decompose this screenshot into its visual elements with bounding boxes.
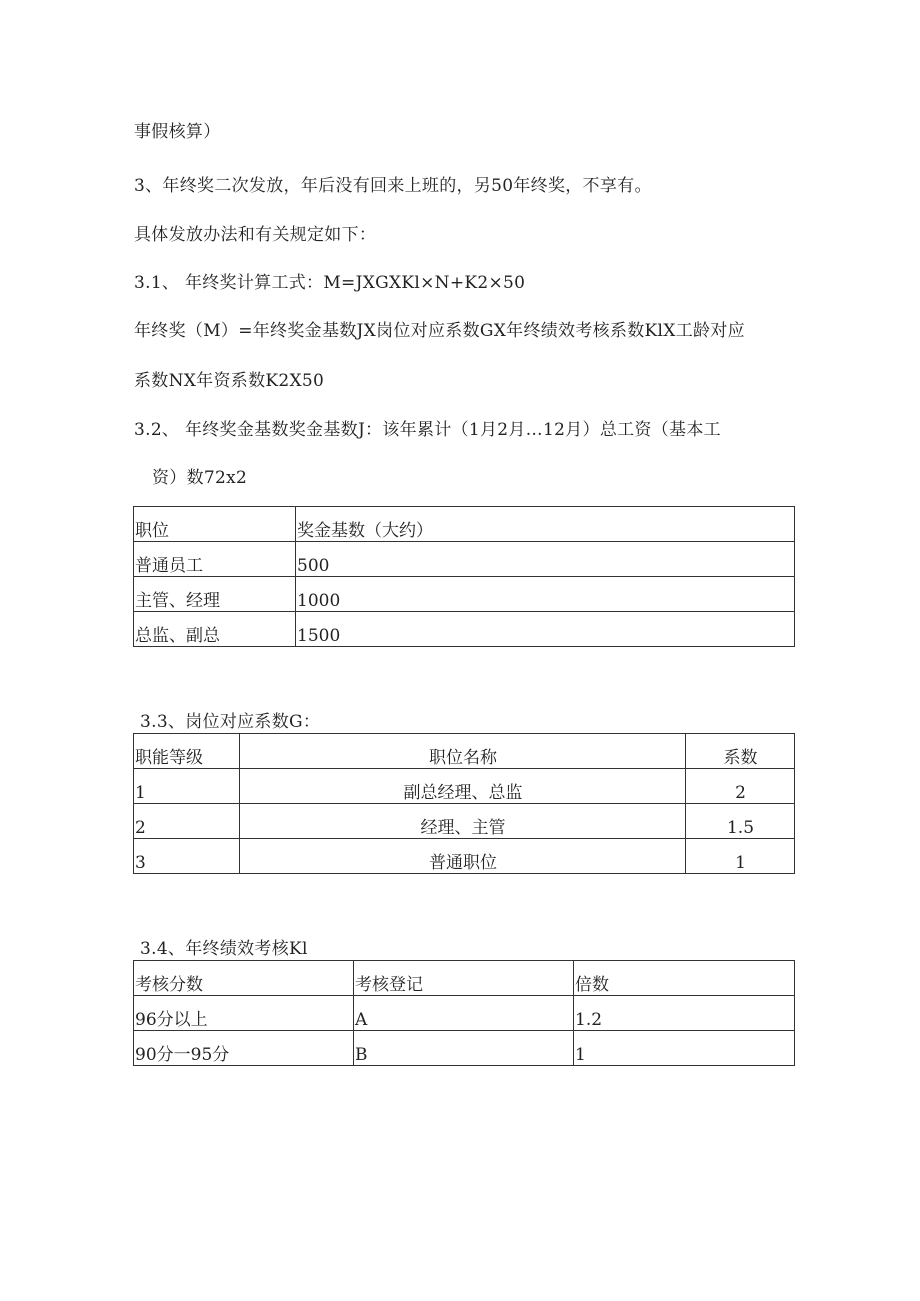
table-cell: 96分以上 <box>134 996 354 1031</box>
table-cell: 1.5 <box>686 804 795 839</box>
paragraph-formula-explain-1: 年终奖（M）=年终奖金基数JX岗位对应系数GX年终绩效考核系数KlX工龄对应 <box>134 321 745 341</box>
table-header-row <box>134 507 795 542</box>
table-cell: 考核分数 <box>134 961 354 996</box>
table-cell: 倍数 <box>574 961 795 996</box>
table-row <box>134 612 795 647</box>
table-cell: 1.2 <box>574 996 795 1031</box>
table-cell: 奖金基数（大约） <box>296 507 795 542</box>
paragraph-bonus-base-cont: 资）数72x2 <box>152 468 248 488</box>
table-cell: A <box>354 996 574 1031</box>
table-cell: 系数 <box>686 734 795 769</box>
table-cell: 1 <box>686 839 795 874</box>
table-cell: B <box>354 1031 574 1066</box>
table-row <box>134 996 795 1031</box>
performance-table <box>133 960 795 1066</box>
table-row <box>134 804 795 839</box>
table-cell: 1 <box>574 1031 795 1066</box>
table-row <box>134 542 795 577</box>
table-row <box>134 577 795 612</box>
paragraph-3: 具体发放办法和有关规定如下： <box>134 225 377 245</box>
table-cell: 500 <box>296 542 795 577</box>
table-cell: 考核登记 <box>354 961 574 996</box>
table-cell: 90分一95分 <box>134 1031 354 1066</box>
table-cell: 普通职位 <box>240 839 686 874</box>
table-cell: 副总经理、总监 <box>240 769 686 804</box>
table-cell: 2 <box>134 804 240 839</box>
table-cell: 总监、副总 <box>134 612 296 647</box>
paragraph-formula: 3.1、 年终奖计算工式：M=JXGXKl×N+K2×50 <box>134 273 526 293</box>
section-title-position-coefficient: 3.3、岗位对应系数G： <box>140 712 321 732</box>
bonus-base-table <box>133 506 795 647</box>
position-coefficient-table <box>133 733 795 874</box>
table-cell: 主管、经理 <box>134 577 296 612</box>
table-cell: 职位 <box>134 507 296 542</box>
table-cell: 职能等级 <box>134 734 240 769</box>
table-row <box>134 769 795 804</box>
table-cell: 1500 <box>296 612 795 647</box>
paragraph-formula-explain-2: 系数NX年资系数K2X50 <box>134 371 325 391</box>
table-cell: 3 <box>134 839 240 874</box>
section-title-performance: 3.4、年终绩效考核Kl <box>140 939 308 959</box>
paragraph-2: 3、年终奖二次发放，年后没有回来上班的，另50年终奖，不享有。 <box>134 176 652 196</box>
table-cell: 2 <box>686 769 795 804</box>
table-header-row <box>134 734 795 769</box>
table-row <box>134 1031 795 1066</box>
table-cell: 普通员工 <box>134 542 296 577</box>
table-cell: 1000 <box>296 577 795 612</box>
paragraph-1: 事假核算） <box>134 122 221 142</box>
table-cell: 1 <box>134 769 240 804</box>
table-cell: 经理、主管 <box>240 804 686 839</box>
table-cell: 职位名称 <box>240 734 686 769</box>
table-row <box>134 839 795 874</box>
table-header-row <box>134 961 795 996</box>
paragraph-bonus-base: 3.2、 年终奖金基数奖金基数J：该年累计（1月2月…12月）总工资（基本工 <box>134 420 721 440</box>
